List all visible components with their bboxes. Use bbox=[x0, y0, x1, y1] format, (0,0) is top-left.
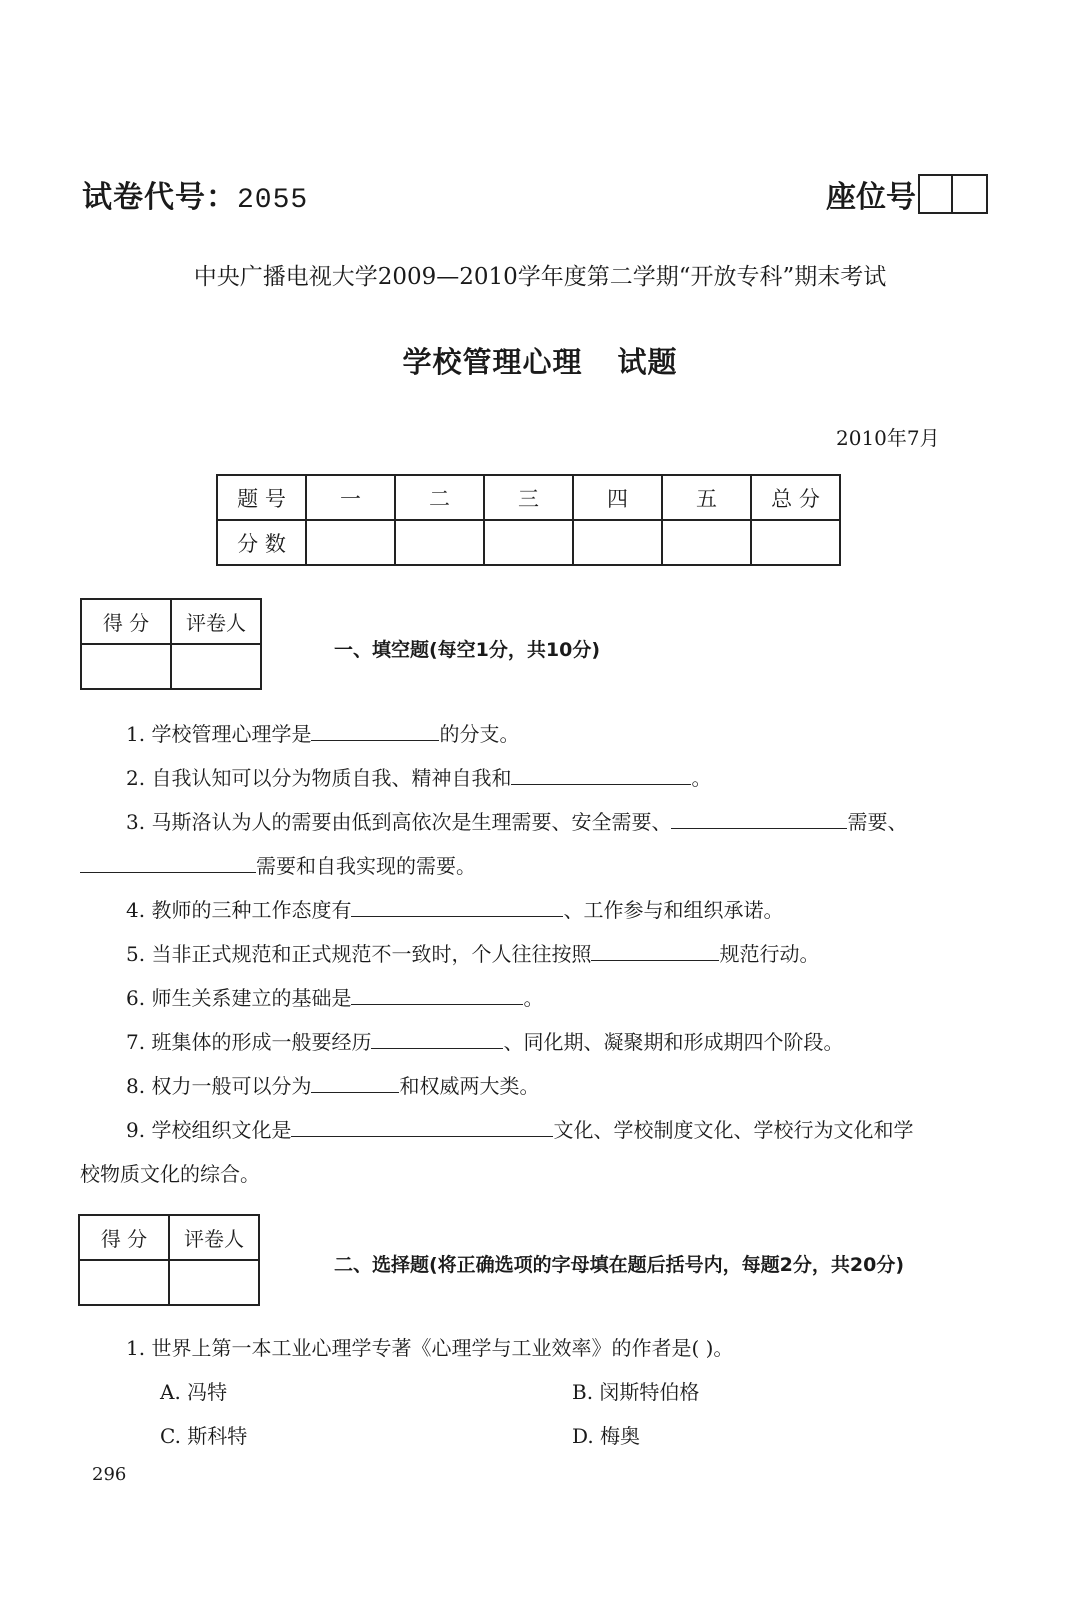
question-text: 7. 班集体的形成一般要经历 bbox=[126, 1030, 372, 1054]
answer-blank[interactable] bbox=[591, 940, 719, 961]
option-a[interactable]: A. 冯特 bbox=[160, 1380, 228, 1404]
question-text: 需要、 bbox=[847, 810, 908, 834]
option-c[interactable]: C. 斯科特 bbox=[160, 1424, 248, 1448]
question-text: 2. 自我认知可以分为物质自我、精神自我和 bbox=[126, 766, 512, 790]
question-text: 。 bbox=[523, 986, 544, 1010]
paper-code-label: 试卷代号： bbox=[82, 180, 237, 215]
question-1 bbox=[126, 720, 519, 748]
question-9-continued bbox=[80, 1160, 260, 1188]
score-cell: 总 分 bbox=[751, 475, 840, 520]
question-text: 8. 权力一般可以分为 bbox=[126, 1074, 312, 1098]
score-table-score-row bbox=[217, 520, 840, 565]
question-text: 的分支。 bbox=[439, 722, 520, 746]
question-text: 9. 学校组织文化是 bbox=[126, 1118, 292, 1142]
score-input-cell[interactable] bbox=[573, 520, 662, 565]
score-input-cell[interactable] bbox=[395, 520, 484, 565]
question-3-continued bbox=[80, 852, 476, 880]
section2-title: 二、选择题(将正确选项的字母填在题后括号内，每题2分，共20分) bbox=[334, 1254, 905, 1276]
paper-code-number: 2055 bbox=[237, 185, 309, 216]
question-8 bbox=[126, 1072, 539, 1100]
score-cell: 一 bbox=[306, 475, 395, 520]
question-text: 、同化期、凝聚期和形成期四个阶段。 bbox=[503, 1030, 844, 1054]
score-input-cell[interactable] bbox=[81, 644, 171, 689]
paper-code bbox=[82, 172, 308, 216]
answer-blank[interactable] bbox=[311, 1072, 399, 1093]
score-input-cell[interactable] bbox=[79, 1260, 169, 1305]
question-text: 和权威两大类。 bbox=[399, 1074, 540, 1098]
answer-blank[interactable] bbox=[291, 1116, 553, 1137]
answer-blank[interactable] bbox=[311, 720, 439, 741]
choice-question-1: 1. 世界上第一本工业心理学专著《心理学与工业效率》的作者是( )。 bbox=[126, 1336, 734, 1360]
question-text: 4. 教师的三种工作态度有 bbox=[126, 898, 352, 922]
question-text: 。 bbox=[691, 766, 712, 790]
grader-box-section1 bbox=[80, 598, 262, 690]
question-7 bbox=[126, 1028, 843, 1056]
score-input-cell[interactable] bbox=[484, 520, 573, 565]
answer-blank[interactable] bbox=[351, 896, 563, 917]
question-text: 5. 当非正式规范和正式规范不一致时，个人往往按照 bbox=[126, 942, 592, 966]
seat-number-box[interactable] bbox=[918, 174, 988, 214]
answer-blank[interactable] bbox=[671, 808, 847, 829]
seat-label: 座位号 bbox=[826, 180, 916, 215]
option-b[interactable]: B. 闵斯特伯格 bbox=[572, 1380, 700, 1404]
score-label: 得 分 bbox=[81, 599, 171, 644]
question-text: 需要和自我实现的需要。 bbox=[256, 854, 476, 878]
grader-input-cell[interactable] bbox=[171, 644, 261, 689]
grader-label: 评卷人 bbox=[171, 599, 261, 644]
page-number: 296 bbox=[92, 1464, 127, 1485]
exam-line: 中央广播电视大学2009—2010学年度第二学期“开放专科”期末考试 bbox=[193, 264, 887, 290]
grader-box-section2 bbox=[78, 1214, 260, 1306]
score-cell: 三 bbox=[484, 475, 573, 520]
score-table bbox=[216, 474, 841, 566]
score-cell: 五 bbox=[662, 475, 751, 520]
question-text: 规范行动。 bbox=[719, 942, 820, 966]
exam-date: 2010年7月 bbox=[836, 426, 940, 450]
score-input-cell[interactable] bbox=[751, 520, 840, 565]
score-label: 得 分 bbox=[79, 1215, 169, 1260]
option-d[interactable]: D. 梅奥 bbox=[572, 1424, 641, 1448]
score-cell: 二 bbox=[395, 475, 484, 520]
score-table-header-row bbox=[217, 475, 840, 520]
question-4 bbox=[126, 896, 783, 924]
question-text: 1. 学校管理心理学是 bbox=[126, 722, 312, 746]
section1-title: 一、填空题(每空1分，共10分) bbox=[334, 639, 601, 661]
seat-number bbox=[826, 172, 988, 216]
question-9 bbox=[126, 1116, 913, 1144]
answer-blank[interactable] bbox=[371, 1028, 503, 1049]
question-text: 3. 马斯洛认为人的需要由低到高依次是生理需要、安全需要、 bbox=[126, 810, 672, 834]
answer-blank[interactable] bbox=[511, 764, 691, 785]
score-cell: 题 号 bbox=[217, 475, 306, 520]
answer-blank[interactable] bbox=[351, 984, 523, 1005]
question-6 bbox=[126, 984, 543, 1012]
answer-blank[interactable] bbox=[80, 852, 256, 873]
question-text: 、工作参与和组织承诺。 bbox=[563, 898, 784, 922]
question-text: 校物质文化的综合。 bbox=[80, 1162, 260, 1186]
question-2 bbox=[126, 764, 711, 792]
exam-title: 学校管理心理 试题 bbox=[402, 345, 678, 379]
score-input-cell[interactable] bbox=[662, 520, 751, 565]
score-row-label: 分 数 bbox=[217, 520, 306, 565]
question-text: 6. 师生关系建立的基础是 bbox=[126, 986, 352, 1010]
question-3 bbox=[126, 808, 907, 836]
grader-label: 评卷人 bbox=[169, 1215, 259, 1260]
question-5 bbox=[126, 940, 819, 968]
question-text: 文化、学校制度文化、学校行为文化和学 bbox=[553, 1118, 914, 1142]
score-input-cell[interactable] bbox=[306, 520, 395, 565]
grader-input-cell[interactable] bbox=[169, 1260, 259, 1305]
score-cell: 四 bbox=[573, 475, 662, 520]
